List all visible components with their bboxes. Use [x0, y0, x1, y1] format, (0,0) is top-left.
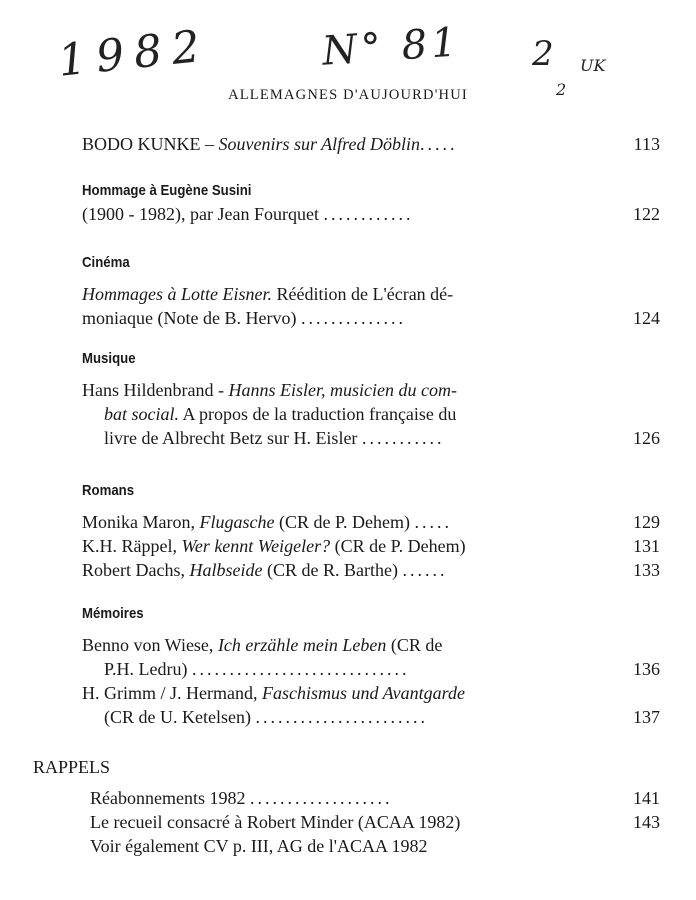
lead-title: Souvenirs sur Alfred Döblin	[218, 134, 420, 154]
musique-line-3	[82, 426, 666, 450]
cinema-line1-rest: Réédition de L'écran dé-	[272, 284, 454, 304]
romans-item	[82, 558, 666, 582]
romans-page: 129	[633, 512, 660, 532]
memoires-rest-1: (CR de	[386, 635, 443, 655]
hommage-heading: Hommage à Eugène Susini	[82, 182, 252, 199]
rappels-text: Le recueil consacré à Robert Minder (ACAA 1982)	[90, 812, 461, 832]
section-musique	[82, 348, 666, 450]
handwritten-year: 1982	[55, 20, 213, 87]
musique-author: Hans Hildenbrand -	[82, 380, 229, 400]
section-memoires	[82, 603, 666, 729]
section-hommage	[82, 180, 666, 226]
romans-author: Monika Maron,	[82, 512, 200, 532]
memoires-heading: Mémoires	[82, 605, 144, 622]
rappels-dots: ...................	[249, 788, 393, 808]
section-romans	[82, 480, 666, 582]
memoires-item-1-line-2	[82, 657, 666, 681]
memoires-dots-1: .............................	[192, 659, 410, 679]
handwritten-side-mark: 2	[532, 34, 554, 74]
romans-title: Wer kennt Weigeler?	[181, 536, 331, 556]
memoires-item-2-line-2	[82, 705, 666, 729]
memoires-line2-2: (CR de U. Ketelsen)	[104, 707, 251, 727]
memoires-author-1: Benno von Wiese,	[82, 635, 218, 655]
romans-dots: ......	[402, 560, 448, 580]
lead-entry	[82, 132, 666, 156]
memoires-title-2: Faschismus und Avantgarde	[261, 683, 465, 703]
romans-item	[82, 510, 666, 534]
handwritten-side-small: UK	[580, 56, 606, 75]
cinema-line-2	[82, 306, 666, 330]
musique-title-1: Hanns Eisler, musicien du com-	[228, 380, 457, 400]
memoires-title-1: Ich erzähle mein Leben	[217, 635, 387, 655]
rappels-item	[90, 810, 666, 834]
cinema-line2-text: moniaque (Note de B. Hervo)	[82, 308, 297, 328]
musique-page: 126	[633, 428, 660, 448]
cinema-line-1	[82, 282, 666, 306]
musique-line-1	[82, 378, 666, 402]
romans-dots: .....	[414, 512, 452, 532]
romans-author: Robert Dachs,	[82, 560, 190, 580]
memoires-page-1: 136	[633, 659, 660, 679]
hommage-page: 122	[633, 204, 660, 224]
romans-item	[82, 534, 666, 558]
journal-title: ALLEMAGNES D'AUJOURD'HUI	[228, 87, 468, 103]
romans-page: 131	[633, 536, 660, 556]
rappels-page: 143	[633, 812, 660, 832]
romans-rest: (CR de P. Dehem)	[274, 512, 410, 532]
memoires-page-2: 137	[633, 707, 660, 727]
handwritten-side-under: 2	[556, 80, 567, 99]
musique-heading: Musique	[82, 350, 136, 367]
romans-page: 133	[633, 560, 660, 580]
rappels-text: Réabonnements 1982	[90, 788, 246, 808]
rappels-item	[90, 786, 666, 810]
lead-line	[82, 132, 666, 156]
romans-title: Flugasche	[199, 512, 275, 532]
memoires-dots-2: .......................	[255, 707, 428, 727]
handwritten-issue-number: N° 81	[320, 19, 463, 75]
romans-title: Halbseide	[189, 560, 263, 580]
lead-author: BODO KUNKE	[82, 134, 201, 154]
musique-line-2	[82, 402, 666, 426]
musique-line3-text: livre de Albrecht Betz sur H. Eisler	[104, 428, 358, 448]
rappels-item	[90, 834, 666, 858]
rappels-text: Voir également CV p. III, AG de l'ACAA 1982	[90, 836, 428, 856]
romans-rest: (CR de R. Barthe)	[262, 560, 398, 580]
memoires-item-1-line-1	[82, 633, 666, 657]
lead-dash: –	[200, 134, 219, 154]
cinema-heading: Cinéma	[82, 254, 130, 271]
lead-dots: .....	[420, 134, 458, 154]
hommage-text: (1900 - 1982), par Jean Fourquet	[82, 204, 319, 224]
rappels-page: 141	[633, 788, 660, 808]
hommage-dots: ............	[323, 204, 414, 224]
romans-author: K.H. Räppel,	[82, 536, 182, 556]
romans-rest: (CR de P. Dehem)	[330, 536, 466, 556]
memoires-author-2: H. Grimm / J. Hermand,	[82, 683, 262, 703]
section-cinema	[82, 252, 666, 330]
musique-title-2: bat social.	[104, 404, 179, 424]
lead-page: 113	[633, 134, 660, 154]
musique-dots: ...........	[361, 428, 445, 448]
memoires-item-2-line-1	[82, 681, 666, 705]
section-rappels	[90, 786, 666, 858]
cinema-title: Hommages à Lotte Eisner.	[82, 284, 272, 304]
rappels-heading: RAPPELS	[33, 757, 111, 777]
hommage-line	[82, 202, 666, 226]
romans-heading: Romans	[82, 482, 135, 499]
cinema-page: 124	[633, 308, 660, 328]
memoires-line2-1: P.H. Ledru)	[104, 659, 188, 679]
musique-line2-rest: A propos de la traduction française du	[179, 404, 457, 424]
cinema-dots: ..............	[300, 308, 406, 328]
